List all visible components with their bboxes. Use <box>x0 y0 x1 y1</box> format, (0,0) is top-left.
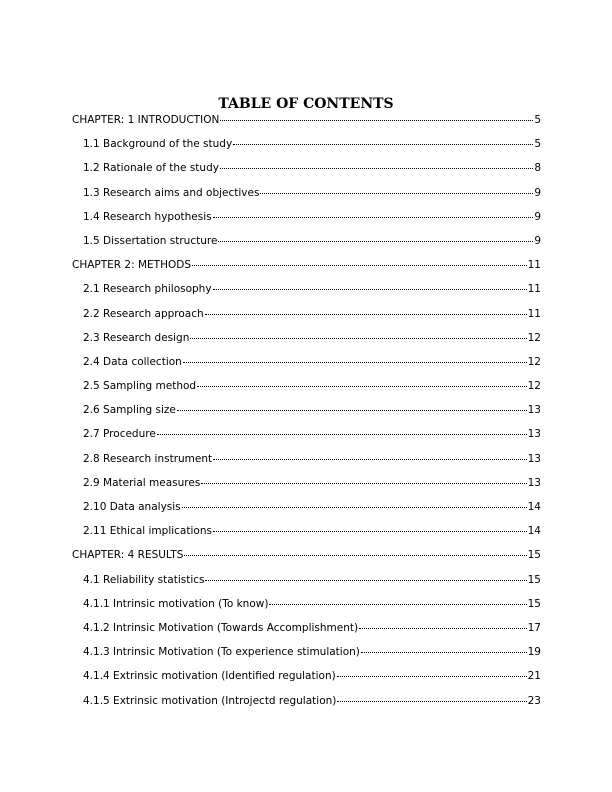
toc-section-entry[interactable] <box>72 308 541 320</box>
toc-entry-page-number: 13 <box>527 428 541 441</box>
toc-entry-label: 2.2 Research approach <box>83 307 204 320</box>
toc-section-entry[interactable] <box>72 162 541 174</box>
dot-leader <box>205 314 527 315</box>
toc-entry-label: 4.1.1 Intrinsic motivation (To know) <box>83 597 269 610</box>
toc-entry-page-number: 11 <box>527 307 541 320</box>
toc-entry-page-number: 19 <box>527 646 541 659</box>
toc-entry-label: 4.1.2 Intrinsic Motivation (Towards Accomplishment) <box>83 621 359 634</box>
toc-section-entry[interactable] <box>72 380 541 392</box>
toc-entry-page-number: 15 <box>527 573 541 586</box>
dot-leader <box>220 120 533 121</box>
toc-entry-page-number: 15 <box>527 549 541 562</box>
toc-entry-page-number: 8 <box>534 162 541 175</box>
toc-entry-label: 2.7 Procedure <box>83 428 156 441</box>
toc-entry-label: 2.5 Sampling method <box>83 380 197 393</box>
dot-leader <box>218 241 533 242</box>
toc-entry-label: 2.6 Sampling size <box>83 404 176 417</box>
dot-leader <box>157 434 527 435</box>
toc-entry-label: 4.1.5 Extrinsic motivation (Introjectd regulation) <box>83 694 337 707</box>
toc-entry-label: 2.1 Research philosophy <box>83 283 212 296</box>
toc-title: TABLE OF CONTENTS <box>218 96 394 112</box>
toc-entry-label: 2.11 Ethical implications <box>83 525 212 538</box>
toc-entry-label: 1.1 Background of the study <box>83 138 233 151</box>
toc-entry-label: CHAPTER: 1 INTRODUCTION <box>72 114 220 126</box>
toc-entry-label: 2.4 Data collection <box>83 355 182 368</box>
toc-section-entry[interactable] <box>72 695 541 707</box>
dot-leader <box>192 265 527 266</box>
dot-leader <box>220 168 533 169</box>
toc-entry-page-number: 5 <box>534 138 541 151</box>
toc-section-entry[interactable] <box>72 138 541 150</box>
toc-entry-page-number: 13 <box>527 404 541 417</box>
toc-section-entry[interactable] <box>72 356 541 368</box>
toc-entry-page-number: 11 <box>527 283 541 296</box>
dot-leader <box>213 531 527 532</box>
dot-leader <box>183 362 527 363</box>
toc-list <box>72 114 541 707</box>
dot-leader <box>260 193 533 194</box>
toc-entry-label: 2.8 Research instrument <box>83 452 213 465</box>
toc-entry-page-number: 13 <box>527 476 541 489</box>
toc-chapter-entry[interactable] <box>72 259 541 271</box>
dot-leader <box>197 386 527 387</box>
dot-leader <box>213 217 534 218</box>
toc-entry-label: CHAPTER: 4 RESULTS <box>72 549 184 562</box>
toc-entry-label: 1.2 Rationale of the study <box>83 162 219 175</box>
toc-entry-page-number: 11 <box>527 259 541 272</box>
toc-entry-page-number: 12 <box>527 331 541 344</box>
dot-leader <box>177 410 527 411</box>
toc-entry-page-number: 13 <box>527 452 541 465</box>
toc-entry-label: 4.1.3 Intrinsic Motivation (To experience stimulation) <box>83 646 360 659</box>
toc-section-entry[interactable] <box>72 404 541 416</box>
toc-entry-page-number: 9 <box>534 210 541 223</box>
toc-entry-label: 2.10 Data analysis <box>83 501 181 513</box>
toc-section-entry[interactable] <box>72 525 541 537</box>
toc-entry-page-number: 9 <box>534 186 541 199</box>
dot-leader <box>184 555 526 556</box>
dot-leader <box>337 676 527 677</box>
toc-section-entry[interactable] <box>72 235 541 247</box>
dot-leader <box>359 628 527 629</box>
toc-entry-page-number: 5 <box>534 114 541 126</box>
toc-section-entry[interactable] <box>72 670 541 682</box>
toc-entry-page-number: 14 <box>527 525 541 538</box>
dot-leader <box>233 144 533 145</box>
dot-leader <box>361 652 527 653</box>
toc-entry-label: CHAPTER 2: METHODS <box>72 259 191 272</box>
toc-entry-page-number: 12 <box>527 380 541 393</box>
toc-section-entry[interactable] <box>72 453 541 465</box>
toc-entry-label: 1.3 Research aims and objectives <box>83 186 260 199</box>
dot-leader <box>190 338 526 339</box>
dot-leader <box>213 459 526 460</box>
toc-entry-label: 1.4 Research hypothesis <box>83 210 212 223</box>
toc-entry-page-number: 15 <box>527 597 541 610</box>
toc-section-entry[interactable] <box>72 477 541 489</box>
toc-entry-label: 2.9 Material measures <box>83 476 201 489</box>
toc-entry-page-number: 14 <box>527 501 541 513</box>
dot-leader <box>269 604 526 605</box>
dot-leader <box>205 580 526 581</box>
toc-chapter-entry[interactable] <box>72 114 541 126</box>
toc-section-entry[interactable] <box>72 622 541 634</box>
toc-entry-label: 1.5 Dissertation structure <box>83 234 218 247</box>
toc-section-entry[interactable] <box>72 211 541 223</box>
toc-entry-page-number: 17 <box>527 621 541 634</box>
toc-entry-page-number: 23 <box>527 694 541 707</box>
toc-entry-page-number: 21 <box>527 670 541 683</box>
toc-section-entry[interactable] <box>72 283 541 295</box>
toc-section-entry[interactable] <box>72 598 541 610</box>
toc-section-entry[interactable] <box>72 646 541 658</box>
toc-entry-label: 2.3 Research design <box>83 331 190 344</box>
toc-entry-page-number: 9 <box>534 234 541 247</box>
toc-entry-label: 4.1 Reliability statistics <box>83 573 205 586</box>
toc-section-entry[interactable] <box>72 187 541 199</box>
dot-leader <box>201 483 526 484</box>
toc-section-entry[interactable] <box>72 332 541 344</box>
toc-chapter-entry[interactable] <box>72 549 541 561</box>
toc-section-entry[interactable] <box>72 574 541 586</box>
toc-section-entry[interactable] <box>72 501 541 513</box>
toc-section-entry[interactable] <box>72 428 541 440</box>
toc-entry-label: 4.1.4 Extrinsic motivation (Identified regulation) <box>83 670 336 683</box>
dot-leader <box>213 289 527 290</box>
dot-leader <box>337 701 526 702</box>
toc-entry-page-number: 12 <box>527 355 541 368</box>
dot-leader <box>182 507 527 508</box>
